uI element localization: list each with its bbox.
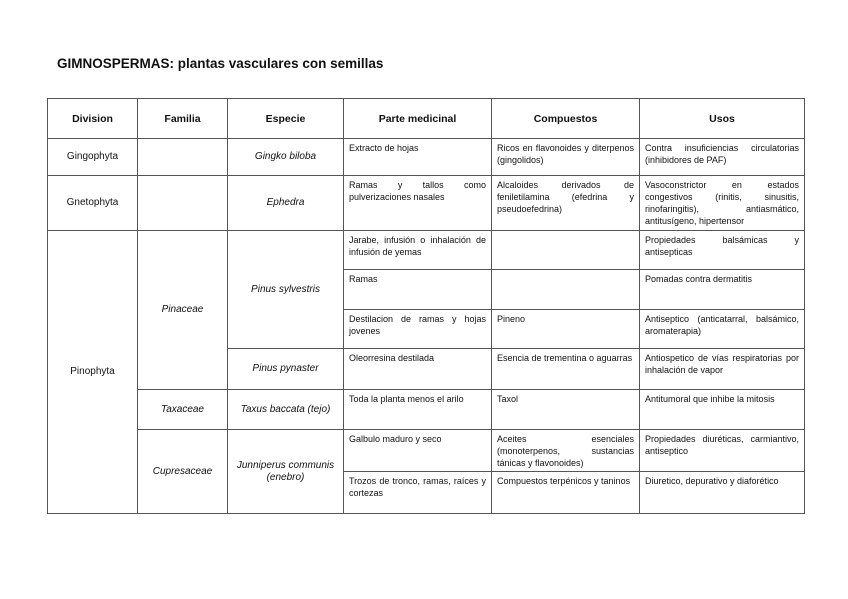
especie-cell: Junniperus communis (enebro) — [228, 430, 344, 514]
division-cell: Gingophyta — [48, 139, 138, 176]
compuestos-cell — [492, 270, 640, 310]
header-division: Division — [48, 99, 138, 139]
usos-cell: Pomadas contra dermatitis — [640, 270, 805, 310]
parte-cell: Ramas — [344, 270, 492, 310]
header-parte-medicinal: Parte medicinal — [344, 99, 492, 139]
usos-cell: Propiedades diuréticas, carmiantivo, antiseptico — [640, 430, 805, 472]
familia-cell — [138, 176, 228, 231]
parte-cell: Trozos de tronco, ramas, raíces y cortezas — [344, 472, 492, 514]
table-row — [48, 176, 805, 231]
familia-cell: Pinaceae — [138, 231, 228, 390]
division-cell: Pinophyta — [48, 231, 138, 514]
usos-cell: Antitumoral que inhibe la mitosis — [640, 390, 805, 430]
familia-cell — [138, 139, 228, 176]
familia-cell: Cupresaceae — [138, 430, 228, 514]
header-usos: Usos — [640, 99, 805, 139]
usos-cell: Antiospetico de vías respiratorias por inhalación de vapor — [640, 349, 805, 390]
parte-cell: Ramas y tallos como pulverizaciones nasales — [344, 176, 492, 231]
especie-cell: Pinus sylvestris — [228, 231, 344, 349]
parte-cell: Oleorresina destilada — [344, 349, 492, 390]
header-compuestos: Compuestos — [492, 99, 640, 139]
usos-cell: Diuretico, depurativo y diaforético — [640, 472, 805, 514]
especie-cell: Ephedra — [228, 176, 344, 231]
usos-cell: Vasoconstrictor en estados congestivos (rinitis, sinusitis, rinofaringitis), antiasmático, antitusígeno, hipertensor — [640, 176, 805, 231]
table-row — [48, 231, 805, 270]
table-row — [48, 430, 805, 472]
compuestos-cell: Pineno — [492, 310, 640, 349]
table-header-row — [48, 99, 805, 139]
compuestos-cell: Aceites esenciales (monoterpenos, sustancias tánicas y flavonoides) — [492, 430, 640, 472]
division-cell: Gnetophyta — [48, 176, 138, 231]
usos-cell: Propiedades balsámicas y antisepticas — [640, 231, 805, 270]
header-familia: Familia — [138, 99, 228, 139]
parte-cell: Destilacion de ramas y hojas jovenes — [344, 310, 492, 349]
header-especie: Especie — [228, 99, 344, 139]
usos-cell: Contra insuficiencias circulatorias (inhibidores de PAF) — [640, 139, 805, 176]
compuestos-cell: Compuestos terpénicos y taninos — [492, 472, 640, 514]
familia-cell: Taxaceae — [138, 390, 228, 430]
parte-cell: Toda la planta menos el arilo — [344, 390, 492, 430]
compuestos-cell: Taxol — [492, 390, 640, 430]
compuestos-cell: Esencia de trementina o aguarras — [492, 349, 640, 390]
parte-cell: Galbulo maduro y seco — [344, 430, 492, 472]
table-row — [48, 390, 805, 430]
gymnosperm-table — [47, 98, 805, 514]
especie-cell: Gingko biloba — [228, 139, 344, 176]
compuestos-cell — [492, 231, 640, 270]
usos-cell: Antiseptico (anticatarral, balsámico, aromaterapia) — [640, 310, 805, 349]
especie-cell: Pinus pynaster — [228, 349, 344, 390]
compuestos-cell: Ricos en flavonoides y diterpenos (gingolidos) — [492, 139, 640, 176]
table-row — [48, 139, 805, 176]
document-title: GIMNOSPERMAS: plantas vasculares con semillas — [57, 56, 384, 71]
especie-cell: Taxus baccata (tejo) — [228, 390, 344, 430]
compuestos-cell: Alcaloides derivados de feniletilamina (efedrina y pseudoefedrina) — [492, 176, 640, 231]
parte-cell: Jarabe, infusión o inhalación de infusión de yemas — [344, 231, 492, 270]
parte-cell: Extracto de hojas — [344, 139, 492, 176]
